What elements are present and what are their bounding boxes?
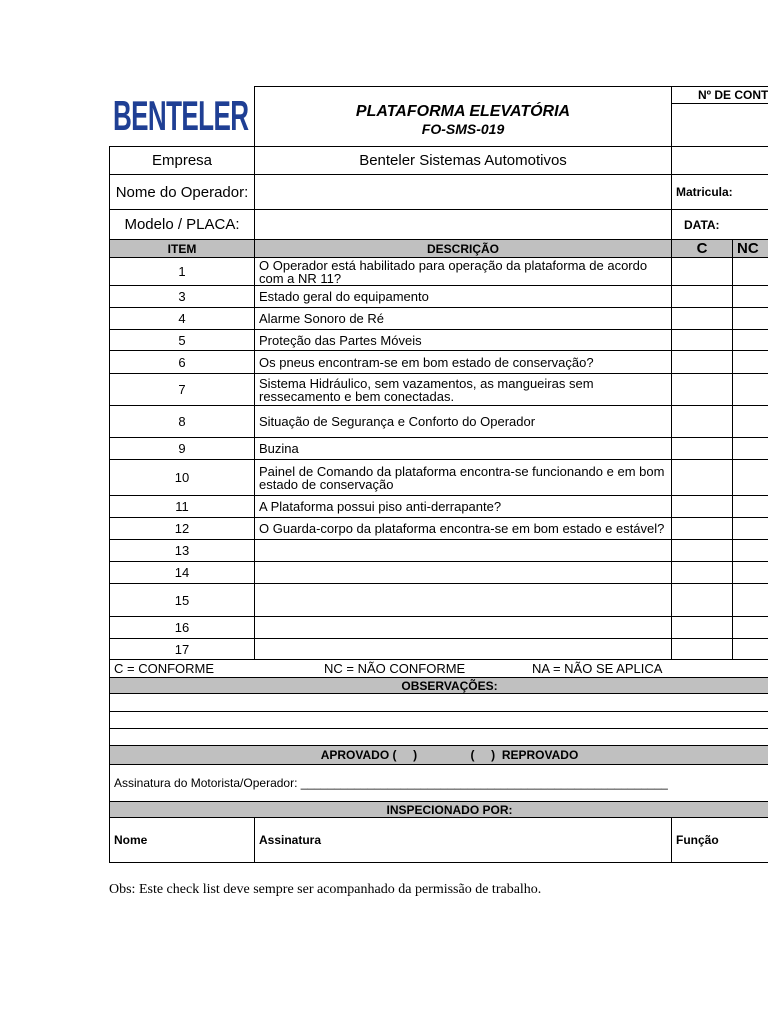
nc-checkbox[interactable] bbox=[733, 617, 768, 639]
c-checkbox[interactable] bbox=[672, 617, 733, 639]
c-checkbox[interactable] bbox=[672, 286, 733, 308]
item-number: 15 bbox=[110, 584, 255, 617]
table-row bbox=[110, 562, 768, 584]
nc-column-header: NC bbox=[733, 240, 768, 258]
c-checkbox[interactable] bbox=[672, 330, 733, 351]
nc-checkbox[interactable] bbox=[733, 351, 768, 374]
item-number: 8 bbox=[110, 406, 255, 438]
item-number: 12 bbox=[110, 518, 255, 540]
modelo-field[interactable] bbox=[255, 210, 672, 240]
footer-note: Obs: Este check list deve sempre ser acompanhado da permissão de trabalho. bbox=[109, 882, 542, 897]
empresa-value: Benteler Sistemas Automotivos bbox=[255, 147, 672, 175]
nc-checkbox[interactable] bbox=[733, 406, 768, 438]
item-number: 13 bbox=[110, 540, 255, 562]
c-checkbox[interactable] bbox=[672, 518, 733, 540]
item-number: 7 bbox=[110, 374, 255, 406]
item-number: 5 bbox=[110, 330, 255, 351]
item-description[interactable] bbox=[255, 562, 672, 584]
item-description: Buzina bbox=[255, 438, 672, 460]
nc-checkbox[interactable] bbox=[733, 286, 768, 308]
table-row bbox=[110, 308, 768, 330]
item-number: 4 bbox=[110, 308, 255, 330]
nc-checkbox[interactable] bbox=[733, 518, 768, 540]
nc-checkbox[interactable] bbox=[733, 496, 768, 518]
c-checkbox[interactable] bbox=[672, 308, 733, 330]
legend-conforme: C = CONFORME bbox=[114, 661, 215, 676]
nc-checkbox[interactable] bbox=[733, 460, 768, 496]
logo-cell bbox=[110, 87, 255, 147]
item-column-header: ITEM bbox=[110, 240, 255, 258]
item-description: O Guarda-corpo da plataforma encontra-se em bom estado e estável? bbox=[255, 518, 672, 540]
checklist-form bbox=[109, 86, 768, 863]
control-number-label: Nº DE CONT bbox=[672, 87, 768, 104]
table-row bbox=[110, 374, 768, 406]
item-description: Estado geral do equipamento bbox=[255, 286, 672, 308]
c-checkbox[interactable] bbox=[672, 584, 733, 617]
logo-text: BENTELER bbox=[112, 92, 248, 140]
form-table bbox=[109, 86, 768, 863]
item-description[interactable] bbox=[255, 639, 672, 660]
aprovado-reprovado[interactable]: APROVADO ( ) ( ) REPROVADO bbox=[110, 746, 768, 765]
table-row bbox=[110, 286, 768, 308]
funcao-column[interactable]: Função bbox=[672, 818, 768, 863]
nc-checkbox[interactable] bbox=[733, 308, 768, 330]
c-checkbox[interactable] bbox=[672, 258, 733, 286]
benteler-logo bbox=[110, 87, 255, 145]
item-description[interactable] bbox=[255, 584, 672, 617]
table-row bbox=[110, 639, 768, 660]
table-row bbox=[110, 330, 768, 351]
c-checkbox[interactable] bbox=[672, 374, 733, 406]
form-code: FO-SMS-019 bbox=[421, 120, 505, 137]
table-row bbox=[110, 584, 768, 617]
modelo-label: Modelo / PLACA: bbox=[110, 210, 255, 240]
item-description: Sistema Hidráulico, sem vazamentos, as mangueiras sem ressecamento e bem conectadas. bbox=[255, 374, 672, 406]
item-description: O Operador está habilitado para operação da plataforma de acordo com a NR 11? bbox=[255, 258, 672, 286]
table-row bbox=[110, 496, 768, 518]
table-row bbox=[110, 406, 768, 438]
item-number: 3 bbox=[110, 286, 255, 308]
item-description[interactable] bbox=[255, 617, 672, 639]
item-description: Situação de Segurança e Conforto do Operador bbox=[255, 406, 672, 438]
nc-checkbox[interactable] bbox=[733, 639, 768, 660]
page-title: PLATAFORMA ELEVATÓRIA bbox=[355, 102, 571, 120]
table-row bbox=[110, 518, 768, 540]
empresa-label: Empresa bbox=[110, 147, 255, 175]
descricao-column-header: DESCRIÇÃO bbox=[255, 240, 672, 258]
nc-checkbox[interactable] bbox=[733, 584, 768, 617]
legend-nao-conforme: NC = NÃO CONFORME bbox=[324, 661, 466, 676]
table-row bbox=[110, 351, 768, 374]
item-number: 11 bbox=[110, 496, 255, 518]
empresa-extra bbox=[672, 147, 768, 175]
item-number: 1 bbox=[110, 258, 255, 286]
c-checkbox[interactable] bbox=[672, 496, 733, 518]
observacoes-line[interactable] bbox=[110, 694, 768, 712]
legend-row bbox=[110, 660, 768, 678]
item-description: Painel de Comando da plataforma encontra-se funcionando e em bom estado de conservação bbox=[255, 460, 672, 496]
table-row bbox=[110, 617, 768, 639]
c-checkbox[interactable] bbox=[672, 639, 733, 660]
item-number: 14 bbox=[110, 562, 255, 584]
nc-checkbox[interactable] bbox=[733, 330, 768, 351]
operador-label: Nome do Operador: bbox=[110, 175, 255, 210]
item-description: Os pneus encontram-se em bom estado de conservação? bbox=[255, 351, 672, 374]
nc-checkbox[interactable] bbox=[733, 562, 768, 584]
matricula-label: Matricula: bbox=[672, 175, 768, 210]
c-checkbox[interactable] bbox=[672, 540, 733, 562]
item-number: 10 bbox=[110, 460, 255, 496]
operador-field[interactable] bbox=[255, 175, 672, 210]
control-number-field[interactable] bbox=[672, 104, 768, 146]
nome-column[interactable]: Nome bbox=[110, 818, 255, 863]
inspecionado-header: INSPECIONADO POR: bbox=[110, 802, 768, 818]
nc-checkbox[interactable] bbox=[733, 374, 768, 406]
item-description: A Plataforma possui piso anti-derrapante? bbox=[255, 496, 672, 518]
title-cell bbox=[255, 87, 672, 147]
nc-checkbox[interactable] bbox=[733, 438, 768, 460]
table-row bbox=[110, 258, 768, 286]
item-number: 17 bbox=[110, 639, 255, 660]
data-label: DATA: bbox=[672, 210, 768, 240]
c-checkbox[interactable] bbox=[672, 406, 733, 438]
c-checkbox[interactable] bbox=[672, 438, 733, 460]
c-checkbox[interactable] bbox=[672, 562, 733, 584]
observacoes-header: OBSERVAÇÕES: bbox=[110, 678, 768, 694]
c-column-header: C bbox=[672, 240, 733, 258]
item-description: Proteção das Partes Móveis bbox=[255, 330, 672, 351]
item-number: 6 bbox=[110, 351, 255, 374]
nc-checkbox[interactable] bbox=[733, 258, 768, 286]
item-number: 16 bbox=[110, 617, 255, 639]
c-checkbox[interactable] bbox=[672, 460, 733, 496]
assinatura-column[interactable]: Assinatura bbox=[255, 818, 672, 863]
table-row bbox=[110, 460, 768, 496]
item-number: 9 bbox=[110, 438, 255, 460]
item-description: Alarme Sonoro de Ré bbox=[255, 308, 672, 330]
table-row bbox=[110, 540, 768, 562]
item-description[interactable] bbox=[255, 540, 672, 562]
nc-checkbox[interactable] bbox=[733, 540, 768, 562]
observacoes-line[interactable] bbox=[110, 729, 768, 746]
assinatura-motorista[interactable]: Assinatura do Motorista/Operador: _______________________________________________________ bbox=[110, 765, 768, 802]
table-row bbox=[110, 438, 768, 460]
observacoes-line[interactable] bbox=[110, 712, 768, 729]
legend-nao-se-aplica: NA = NÃO SE APLICA bbox=[532, 661, 663, 676]
control-number-header bbox=[672, 87, 768, 147]
c-checkbox[interactable] bbox=[672, 351, 733, 374]
